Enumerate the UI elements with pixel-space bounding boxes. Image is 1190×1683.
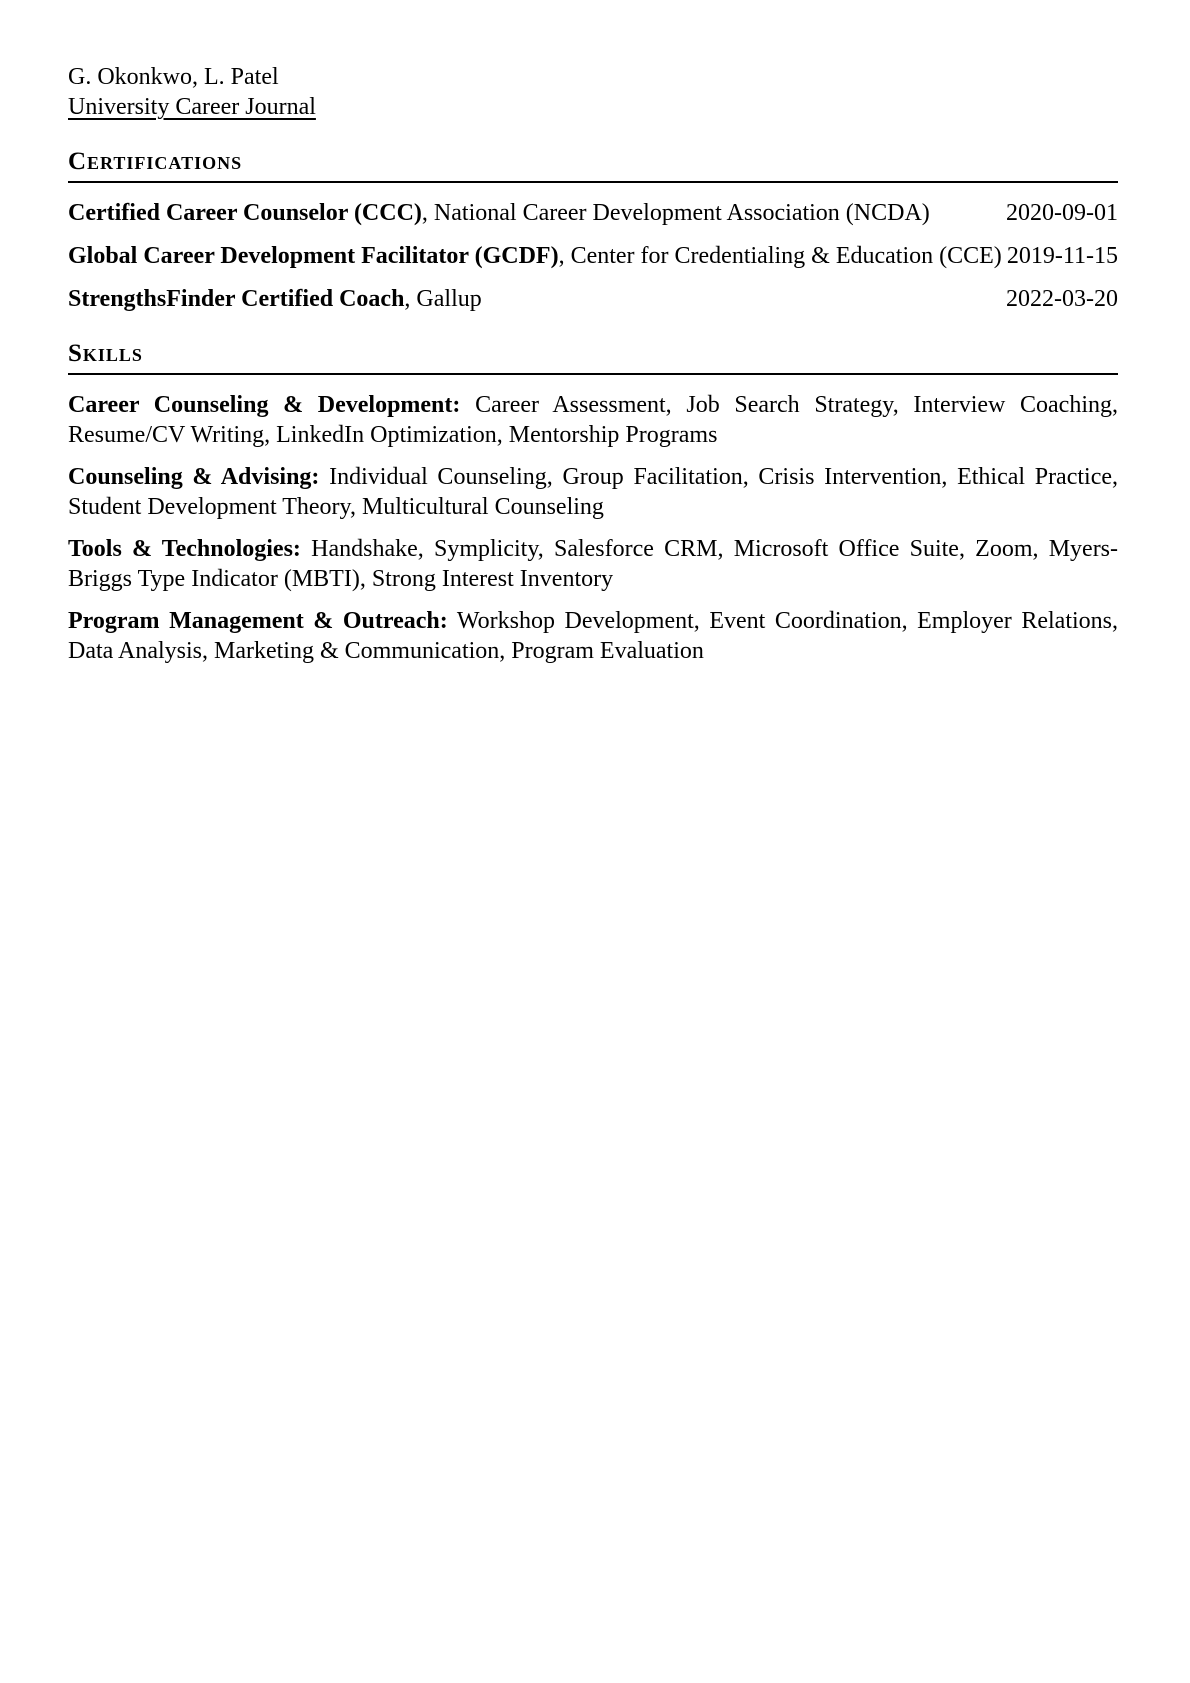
certification-entry (68, 198, 1118, 228)
skill-category-label: Tools & Technologies: (68, 536, 301, 562)
certifications-section-title: Certifications (68, 149, 1118, 183)
skill-category-items: Handshake, Symplicity, Salesforce CRM, Microsoft Office Suite, Zoom, Myers-Briggs Type Indicator (MBTI), Strong Interest Inventory (68, 536, 1119, 592)
certification-date: 2019-11-15 (1006, 243, 1118, 269)
document-header (68, 62, 1118, 122)
certification-text (68, 198, 930, 228)
journal-title: University Career Journal (68, 94, 316, 120)
skills-section-title: Skills (68, 341, 1118, 375)
skill-category-items: Career Assessment, Job Search Strategy, Interview Coaching, Resume/CV Writing, LinkedIn Optimization, Mentorship Programs (68, 392, 1118, 448)
skill-category (68, 606, 1118, 666)
separator: , (404, 286, 411, 312)
certification-date: 2020-09-01 (1006, 200, 1118, 226)
skill-category-items: Individual Counseling, Group Facilitation, Crisis Intervention, Ethical Practice, Student Development Theory, Multicultural Counseling (68, 464, 1119, 520)
section-skills (68, 341, 1118, 666)
skill-category-items: Workshop Development, Event Coordination, Employer Relations, Data Analysis, Marketing & Communication, Program Evaluation (68, 608, 1118, 664)
separator: , (558, 243, 565, 269)
section-certifications (68, 149, 1118, 314)
certification-issuer: National Career Development Association (NCDA) (433, 200, 930, 226)
certification-issuer: Gallup (416, 286, 482, 312)
certification-text (68, 284, 482, 314)
certification-name: Global Career Development Facilitator (GCDF) (68, 243, 559, 269)
certification-name: StrengthsFinder Certified Coach (68, 286, 405, 312)
separator: , (421, 200, 428, 226)
authors: G. Okonkwo, L. Patel (68, 64, 279, 90)
skill-category-label: Program Management & Outreach: (68, 608, 448, 634)
certification-date: 2022-03-20 (1006, 286, 1118, 312)
page-content (68, 62, 1118, 666)
certification-name: Certified Career Counselor (CCC) (68, 200, 422, 226)
journal-line (68, 92, 1118, 122)
certification-entry (68, 241, 1118, 271)
skill-category-label: Counseling & Advising: (68, 464, 320, 490)
certification-text (68, 241, 1002, 271)
skill-category (68, 390, 1118, 450)
certification-entry (68, 284, 1118, 314)
skill-category (68, 534, 1118, 594)
skill-category-label: Career Counseling & Development: (68, 392, 461, 418)
skill-category (68, 462, 1118, 522)
certification-issuer: Center for Credentialing & Education (CCE) (570, 243, 1002, 269)
